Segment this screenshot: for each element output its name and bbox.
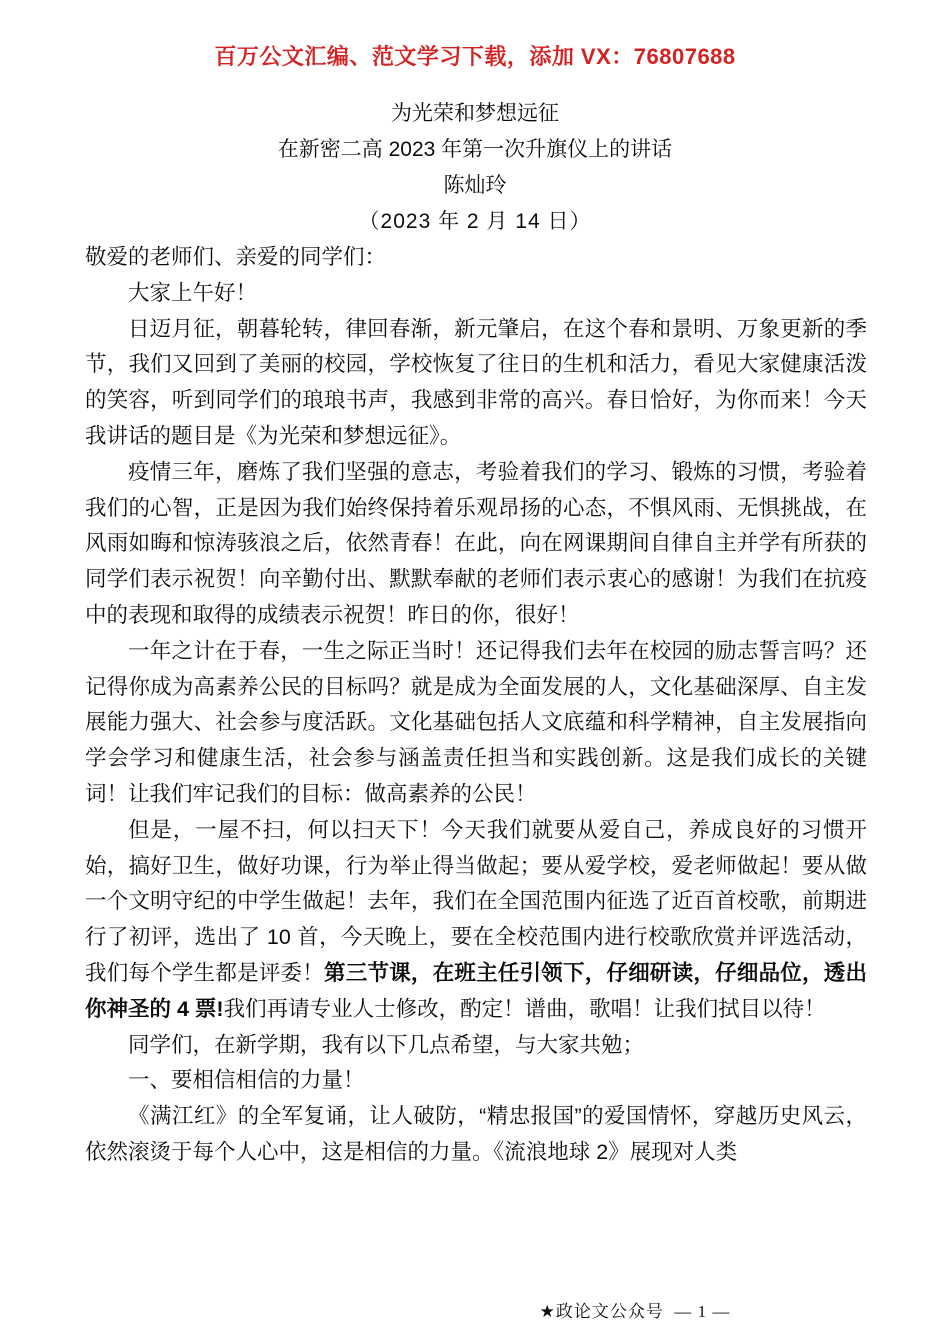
author-name: 陈灿玲 <box>443 174 507 197</box>
paragraph-4-text-b: 我们再请专业人士修改，酌定！谱曲，歌唱！让我们拭目以待！ <box>223 996 826 1021</box>
document-body <box>85 240 867 1171</box>
paragraph-4-emphasis: 第三节课，在班主任引领下，仔细研读，仔细品位，透出你神圣的 4 票! <box>85 960 867 1021</box>
list-item-1: 一、要相信相信的力量！ <box>128 1068 365 1093</box>
paragraph-5: 同学们，在新学期，我有以下几点希望，与大家共勉； <box>128 1032 645 1057</box>
page-footer <box>0 1297 950 1322</box>
paragraph-4-text-a: 但是，一屋不扫，何以扫天下！今天我们就要从爱自己，养成良好的习惯开始，搞好卫生，做好功课，行为举止得当做起；要从爱学校，爱老师做起！要从做一个文明守纪的中学生做起！去年，我们在全国范围内征选了近百首校歌，前期进行了初评，选出了 10 首，今天晚上，要在全校范围内进行校歌欣赏并评选活动，我们每个学生都是评委！ <box>85 817 867 985</box>
paragraph-4 <box>85 813 867 1028</box>
paragraph-2: 疫情三年，磨炼了我们坚强的意志，考验着我们的学习、锻炼的习惯，考验着我们的心智，正是因为我们始终保持着乐观昂扬的心态，不惧风雨、无惧挑战，在风雨如晦和惊涛骇浪之后，依然青春！在此，向在网课期间自律自主并学有所获的同学们表示祝贺！向辛勤付出、默默奉献的老师们表示衷心的感谢！为我们在抗疫中的表现和取得的成绩表示祝贺！昨日的你，很好！ <box>85 459 867 627</box>
promo-header-text: 百万公文汇编、范文学习下载，添加 VX：76807688 <box>214 44 736 69</box>
document-date: （2023 年 2 月 14 日） <box>358 210 592 233</box>
paragraph-7: 《满江红》的全军复诵，让人破防，“精忠报国”的爱国情怀，穿越历史风云，依然滚烫于每个人心中，这是相信的力量。《流浪地球 2》展现对人类 <box>85 1104 867 1164</box>
footer-watermark: ★政论文公众号 <box>539 1302 664 1321</box>
paragraph-3: 一年之计在于春，一生之际正当时！还记得我们去年在校园的励志誓言吗？还记得你成为高素养公民的目标吗？就是成为全面发展的人，文化基础深厚、自主发展能力强大、社会参与度活跃。文化基础包括人文底蕴和科学精神，自主发展指向学会学习和健康生活，社会参与涵盖责任担当和实践创新。这是我们成长的关键词！让我们牢记我们的目标：做高素养的公民！ <box>85 638 867 806</box>
footer-inner <box>220 1297 731 1322</box>
salutation-line: 敬爱的老师们、亲爱的同学们： <box>85 245 387 269</box>
paragraph-1: 日迈月征，朝暮轮转，律回春渐，新元肇启，在这个春和景明、万象更新的季节，我们又回到了美丽的校园，学校恢复了往日的生机和活力，看见大家健康活泼的笑容，听到同学们的琅琅书声，我感到非常的高兴。春日恰好，为你而来！今天我讲话的题目是《为光荣和梦想远征》。 <box>85 316 867 448</box>
document-title: 为光荣和梦想远征 <box>391 102 559 125</box>
greeting-line: 大家上午好！ <box>128 280 258 305</box>
title-block <box>0 96 950 240</box>
page-number: — 1 — <box>674 1302 731 1321</box>
document-subtitle: 在新密二高 2023 年第一次升旗仪上的讲话 <box>277 138 673 161</box>
